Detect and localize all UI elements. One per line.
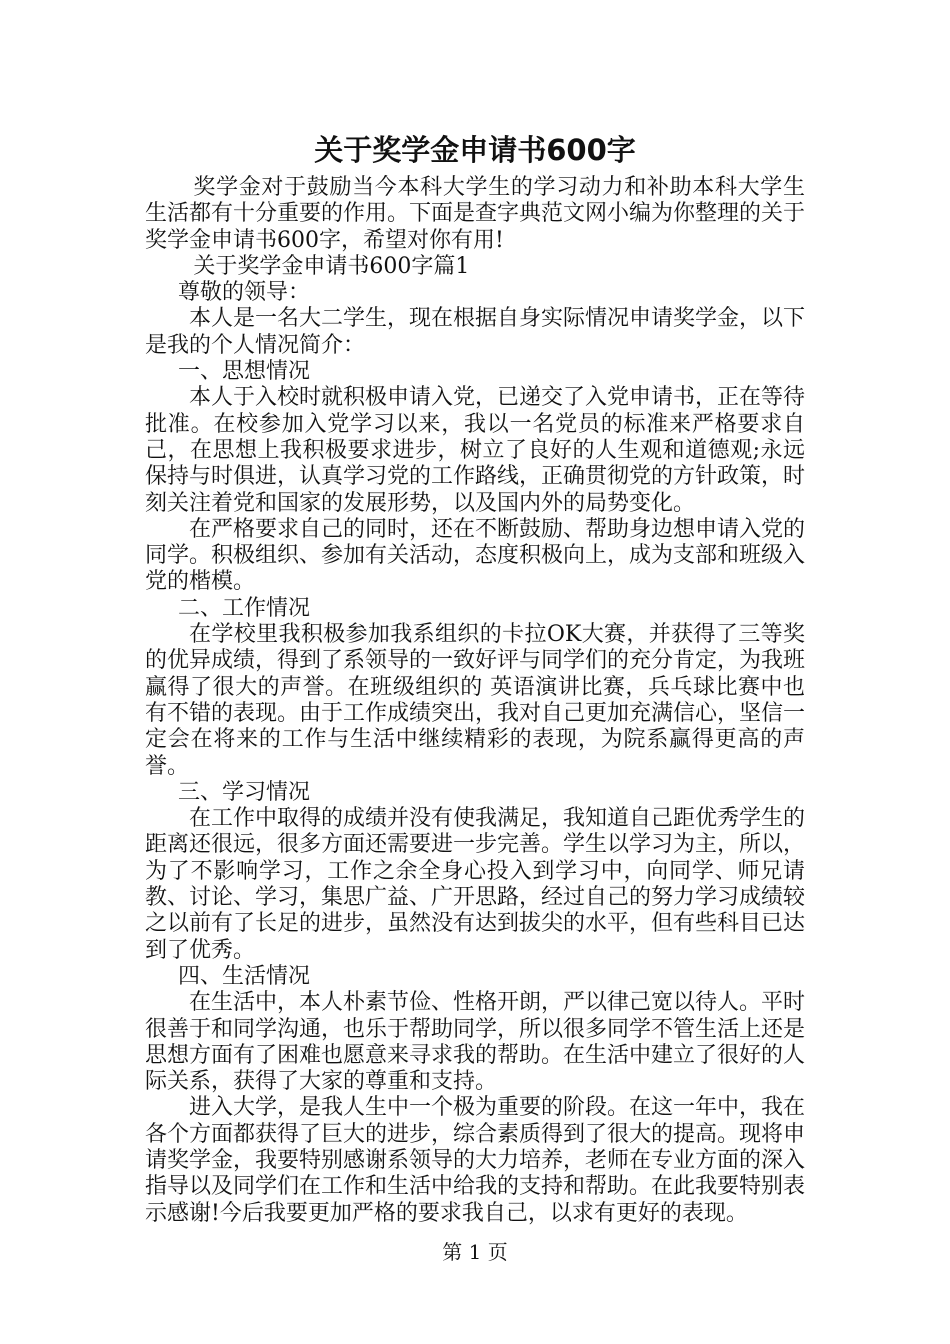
section-heading-study: 三、学习情况	[178, 779, 311, 805]
section-heading-life: 四、生活情况	[178, 963, 311, 989]
section-heading-work: 二、工作情况	[178, 595, 311, 621]
document-title: 关于奖学金申请书600字	[314, 133, 636, 167]
closing-paragraph: 进入大学，是我人生中一个极为重要的阶段。在这一年中，我在各个方面都获得了巨大的进步，综合素质得到了很大的提高。现将申请奖学金，我要特别感谢系领导的大力培养，老师在专业方面的深入指导以及同学们在工作和生活中给我的支持和帮助。在此我要特别表示感谢!今后我要更加严格的要求我自己，以求有更好的表现。	[145, 1095, 806, 1226]
body-paragraph: 在严格要求自己的同时，还在不断鼓励、帮助身边想申请入党的同学。积极组织、参加有关活动，态度积极向上，成为支部和班级入党的楷模。	[145, 516, 806, 595]
document-body	[145, 175, 805, 1227]
section-heading-thought: 一、思想情况	[178, 359, 311, 385]
body-paragraph: 本人于入校时就积极申请入党，已递交了入党申请书，正在等待批准。在校参加入党学习以来，我以一名党员的标准来严格要求自己，在思想上我积极要求进步，树立了良好的人生观和道德观;永远保持与时俱进，认真学习党的工作路线，正确贯彻党的方针政策，时刻关注着党和国家的发展形势，以及国内外的局势变化。	[145, 385, 806, 516]
salutation: 尊敬的领导：	[178, 280, 311, 306]
section-subtitle: 关于奖学金申请书600字篇1	[193, 253, 470, 279]
body-paragraph: 在工作中取得的成绩并没有使我满足，我知道自己距优秀学生的距离还很远，很多方面还需要进一步完善。学生以学习为主，所以，为了不影响学习，工作之余全身心投入到学习中，向同学、师兄请教、讨论、学习，集思广益、广开思路，经过自己的努力学习成绩较之以前有了长足的进步，虽然没有达到拔尖的水平，但有些科目已达到了优秀。	[145, 806, 806, 963]
intro-paragraph: 奖学金对于鼓励当今本科大学生的学习动力和补助本科大学生生活都有十分重要的作用。下面是查字典范文网小编为你整理的关于奖学金申请书600字，希望对你有用!	[145, 175, 806, 253]
body-paragraph: 在生活中，本人朴素节俭、性格开朗，严以律己宽以待人。平时很善于和同学沟通，也乐于帮助同学，所以很多同学不管生活上还是思想方面有了困难也愿意来寻求我的帮助。在生活中建立了很好的人际关系，获得了大家的尊重和支持。	[145, 990, 806, 1095]
body-paragraph: 本人是一名大二学生，现在根据自身实际情况申请奖学金，以下是我的个人情况简介：	[145, 306, 806, 358]
page-number: 第 1 页	[442, 1240, 508, 1264]
body-paragraph: 在学校里我积极参加我系组织的卡拉OK大赛，并获得了三等奖的优异成绩，得到了系领导的一致好评与同学们的充分肯定，为我班赢得了很大的声誉。在班级组织的 英语演讲比赛，兵乓球比赛中也有不错的表现。由于工作成绩突出，我对自己更加充满信心，坚信一定会在将来的工作与生活中继续精彩的表现，为院系赢得更高的声誉。	[145, 622, 806, 779]
